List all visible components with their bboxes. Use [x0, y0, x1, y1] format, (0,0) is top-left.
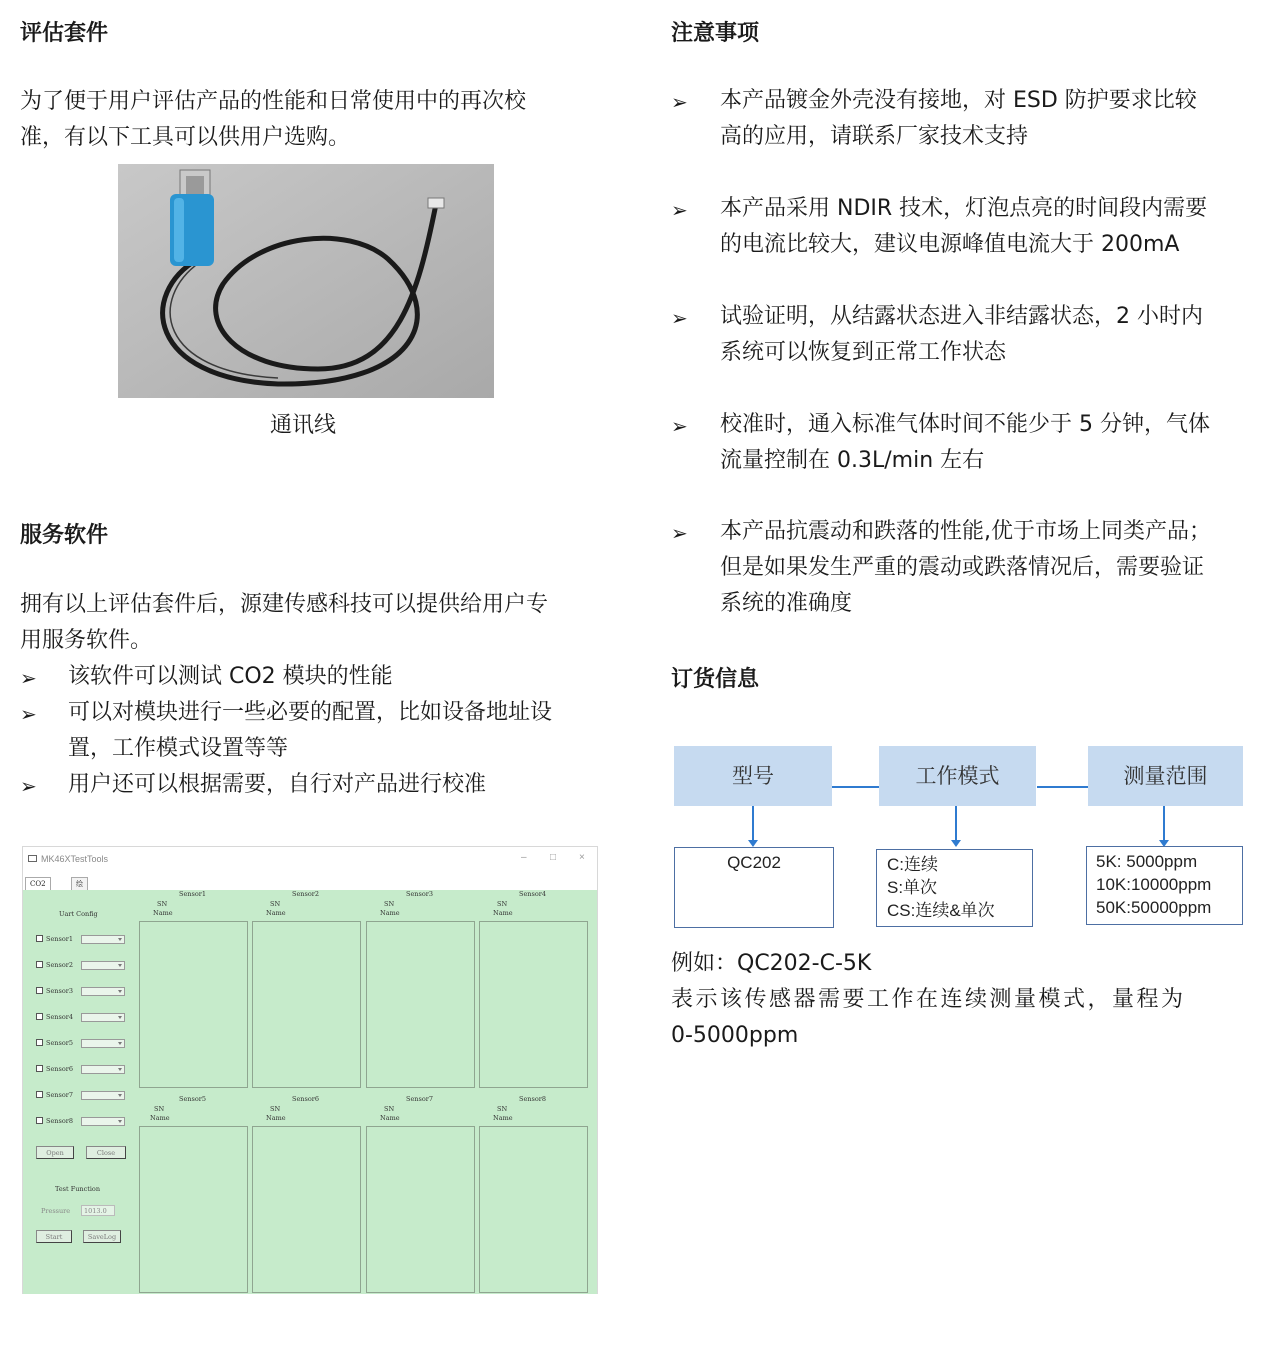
service-intro-line2: 用服务软件。 — [20, 628, 153, 653]
note-4-line1: 校准时，通入标准气体时间不能少于 5 分钟，气体 — [720, 412, 1210, 437]
order-info-heading: 订货信息 — [671, 667, 760, 692]
note-1-line2: 高的应用，请联系厂家技术支持 — [720, 124, 1029, 149]
header-range: 测量范围 — [1088, 746, 1243, 806]
name-label: Name — [380, 909, 400, 917]
mode-option-both: CS:连续&单次 — [887, 901, 995, 920]
example-line3: 0-5000ppm — [671, 1023, 799, 1048]
sensor1-label: Sensor1 — [46, 935, 73, 943]
bullet-arrow-icon: ➢ — [20, 774, 37, 798]
sn-label: SN — [497, 1105, 508, 1113]
evaluation-kit-heading: 评估套件 — [20, 21, 109, 46]
sensor7-label: Sensor7 — [46, 1091, 73, 1099]
cable-photo — [118, 164, 494, 398]
service-intro-line1: 拥有以上评估套件后，源建传感科技可以提供给用户专 — [20, 592, 549, 617]
note-5-line2: 但是如果发生严重的震动或跌落情况后，需要验证 — [720, 555, 1205, 580]
model-option: QC202 — [727, 853, 781, 872]
sn-label: SN — [270, 900, 281, 908]
mode-option-continuous: C:连续 — [887, 855, 938, 874]
test-function-label: Test Function — [55, 1185, 101, 1193]
mode-option-single: S:单次 — [887, 878, 938, 897]
name-label: Name — [493, 909, 513, 917]
note-2-line1: 本产品采用 NDIR 技术，灯泡点亮的时间段内需要 — [720, 196, 1208, 221]
sensor4-port-select[interactable] — [81, 1013, 125, 1022]
example-line1: 例如：QC202-C-5K — [671, 951, 872, 976]
name-label: Name — [266, 909, 286, 917]
name-label: Name — [493, 1114, 513, 1122]
sensor8-checkbox[interactable] — [36, 1117, 43, 1124]
range-option-50k: 50K:50000ppm — [1096, 898, 1212, 917]
name-label: Name — [153, 909, 173, 917]
bullet-arrow-icon: ➢ — [20, 702, 37, 726]
sensor8-label: Sensor8 — [46, 1117, 73, 1125]
note-5-line3: 系统的准确度 — [720, 591, 853, 616]
service-bullet-2-line2: 置，工作模式设置等等 — [68, 736, 289, 761]
close-icon[interactable]: × — [579, 852, 585, 863]
pressure-input[interactable]: 1013.0 — [81, 1205, 115, 1216]
sensor3-data-panel — [366, 921, 475, 1088]
bullet-arrow-icon: ➢ — [20, 666, 37, 690]
sensor6-data-panel — [252, 1126, 361, 1293]
window-titlebar — [23, 847, 597, 871]
name-label: Name — [380, 1114, 400, 1122]
bullet-arrow-icon: ➢ — [671, 198, 688, 222]
range-box — [1086, 846, 1243, 925]
note-4-line2: 流量控制在 0.3L/min 左右 — [720, 448, 985, 473]
sensor5-checkbox[interactable] — [36, 1039, 43, 1046]
sensor7-panel-title: Sensor7 — [406, 1095, 433, 1103]
mode-box — [876, 849, 1033, 927]
sensor2-panel-title: Sensor2 — [292, 890, 319, 898]
bullet-arrow-icon: ➢ — [671, 90, 688, 114]
sensor5-label: Sensor5 — [46, 1039, 73, 1047]
sn-label: SN — [384, 1105, 395, 1113]
name-label: Name — [266, 1114, 286, 1122]
savelog-button[interactable]: SaveLog — [83, 1230, 121, 1243]
close-button[interactable]: Close — [86, 1146, 126, 1159]
sn-label: SN — [270, 1105, 281, 1113]
sensor7-data-panel — [366, 1126, 475, 1293]
sensor6-label: Sensor6 — [46, 1065, 73, 1073]
bullet-arrow-icon: ➢ — [671, 414, 688, 438]
start-button[interactable]: Start — [36, 1230, 72, 1243]
sensor1-checkbox[interactable] — [36, 935, 43, 942]
bullet-arrow-icon: ➢ — [671, 521, 688, 545]
service-bullet-2-line1: 可以对模块进行一些必要的配置，比如设备地址设 — [68, 700, 553, 725]
sensor8-panel-title: Sensor8 — [519, 1095, 546, 1103]
header-model: 型号 — [674, 746, 832, 806]
header-work-mode: 工作模式 — [879, 746, 1036, 806]
kit-intro-line1: 为了便于用户评估产品的性能和日常使用中的再次校 — [20, 89, 527, 114]
uart-config-label: Uart Config — [59, 910, 98, 918]
note-3-line2: 系统可以恢复到正常工作状态 — [720, 340, 1007, 365]
sensor5-port-select[interactable] — [81, 1039, 125, 1048]
maximize-icon[interactable]: □ — [550, 852, 557, 863]
note-3-line1: 试验证明，从结露状态进入非结露状态，2 小时内 — [720, 304, 1203, 329]
minimize-icon[interactable]: – — [521, 852, 527, 863]
sensor8-data-panel — [479, 1126, 588, 1293]
pressure-label: Pressure — [41, 1207, 71, 1215]
test-panel — [23, 890, 597, 1294]
model-box — [674, 847, 834, 928]
example-line2: 表示该传感器需要工作在连续测量模式，量程为 — [671, 987, 1186, 1012]
window-title: MK46XTestTools — [41, 854, 109, 864]
sensor6-port-select[interactable] — [81, 1065, 125, 1074]
sensor5-data-panel — [139, 1126, 248, 1293]
tab-chart[interactable]: 绘 — [71, 877, 88, 890]
sensor4-label: Sensor4 — [46, 1013, 73, 1021]
photo-caption: 通讯线 — [270, 413, 337, 438]
app-icon — [28, 855, 37, 862]
sensor4-data-panel — [479, 921, 588, 1088]
sensor1-data-panel — [139, 921, 248, 1088]
software-screenshot — [22, 846, 598, 1294]
tab-co2-test[interactable]: CO2 — [25, 877, 51, 890]
sn-label: SN — [157, 900, 168, 908]
sn-label: SN — [497, 900, 508, 908]
open-button[interactable]: Open — [36, 1146, 74, 1159]
sensor6-panel-title: Sensor6 — [292, 1095, 319, 1103]
note-5-line1: 本产品抗震动和跌落的性能,优于市场上同类产品； — [720, 519, 1211, 544]
service-bullet-1: 该软件可以测试 CO2 模块的性能 — [68, 664, 393, 689]
sensor3-label: Sensor3 — [46, 987, 73, 995]
service-software-heading: 服务软件 — [20, 523, 109, 548]
sensor2-data-panel — [252, 921, 361, 1088]
bullet-arrow-icon: ➢ — [671, 306, 688, 330]
range-option-5k: 5K: 5000ppm — [1096, 852, 1198, 871]
note-1-line1: 本产品镀金外壳没有接地，对 ESD 防护要求比较 — [720, 88, 1197, 113]
sensor3-checkbox[interactable] — [36, 987, 43, 994]
sensor4-panel-title: Sensor4 — [519, 890, 546, 898]
sensor2-port-select[interactable] — [81, 961, 125, 970]
service-bullet-3: 用户还可以根据需要，自行对产品进行校准 — [68, 772, 487, 797]
sensor4-checkbox[interactable] — [36, 1013, 43, 1020]
note-2-line2: 的电流比较大，建议电源峰值电流大于 200mA — [720, 232, 1180, 257]
sensor2-label: Sensor2 — [46, 961, 73, 969]
sensor3-port-select[interactable] — [81, 987, 125, 996]
sensor8-port-select[interactable] — [81, 1117, 125, 1126]
kit-intro-line2: 准，有以下工具可以供用户选购。 — [20, 125, 351, 150]
sensor2-checkbox[interactable] — [36, 961, 43, 968]
notes-heading: 注意事项 — [671, 21, 760, 46]
sensor7-port-select[interactable] — [81, 1091, 125, 1100]
sensor1-panel-title: Sensor1 — [179, 890, 206, 898]
name-label: Name — [150, 1114, 170, 1122]
sensor3-panel-title: Sensor3 — [406, 890, 433, 898]
sensor1-port-select[interactable] — [81, 935, 125, 944]
sensor6-checkbox[interactable] — [36, 1065, 43, 1072]
sn-label: SN — [384, 900, 395, 908]
sensor7-checkbox[interactable] — [36, 1091, 43, 1098]
range-option-10k: 10K:10000ppm — [1096, 875, 1212, 894]
sn-label: SN — [154, 1105, 165, 1113]
sensor5-panel-title: Sensor5 — [179, 1095, 206, 1103]
